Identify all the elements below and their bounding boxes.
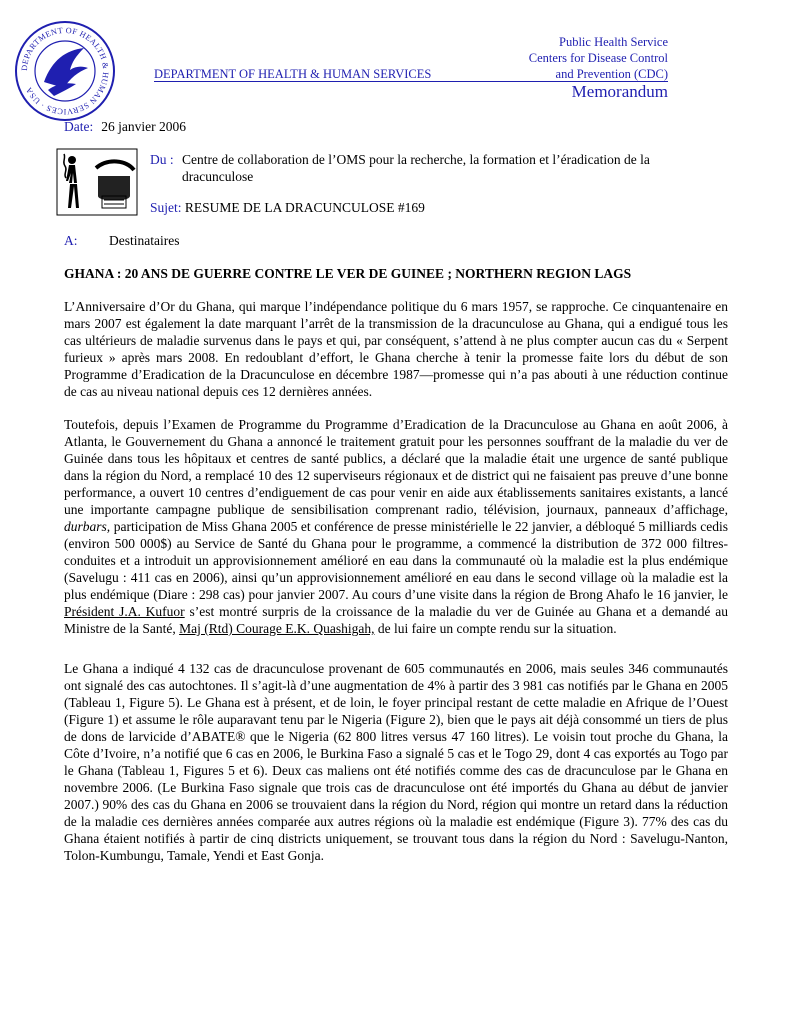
paragraph-text: participation de Miss Ghana 2005 et conférence de presse ministérielle le 22 janvier, a débloqué 5 milliards cedis (environ 500 000$) au Service de Santé du Ghana pour le programme, a commencé la distribution de 372 000 filtres-conduites et a introduit un approvisionnement amélioré en eau dans la communauté où la maladie est la plus endémique (Savelugu : 411 cas en 2006), ainsi qu’un approvisionnement amélioré en eau dans le second village où la maladie est la plus endémique (Diare : 298 cas) pour janvier 2007. Au cours d’une visite dans la région de Brong Ahafo le 16 janvier, le	[64, 519, 729, 602]
department-name: DEPARTMENT OF HEALTH & HUMAN SERVICES	[154, 67, 432, 81]
date-label: Date:	[64, 119, 94, 134]
article-headline: GHANA : 20 ANS DE GUERRE CONTRE LE VER DE GUINEE ; NORTHERN REGION LAGS	[64, 266, 632, 281]
subject-value: RESUME DE LA DRACUNCULOSE #169	[184, 200, 425, 215]
hhs-seal-logo	[14, 20, 116, 122]
date-row	[64, 119, 186, 135]
from-value: Centre de collaboration de l’OMS pour la recherche, la formation et l’éradication de la dracunculose	[182, 152, 650, 184]
memo-title: Memorandum	[571, 82, 668, 101]
agency-line: Centers for Disease Control	[528, 51, 668, 65]
paragraph-text: s’est montré surpris de la croissance de la maladie du ver de Guinée au Ghana et a demandé au Ministre de la Santé,	[64, 604, 728, 636]
minister-name: Maj (Rtd) Courage E.K. Quashigah,	[179, 621, 375, 636]
agency-line: and Prevention (CDC)	[555, 67, 668, 81]
paragraph-anniversary: L’Anniversaire d’Or du Ghana, qui marque l’indépendance politique du 6 mars 1957, se rapproche. Ce cinquantenaire en mars 2007 est également la date marquant l’arrêt de la transmission de la dracunculose au Ghana, qui a endigué tous les cas ultérieurs de maladie survenus dans le pays et qui, par conséquent, s’attend à ne plus compter aucun cas du « Serpent furieux » après mars 2008. En redoublant d’effort, le Ghana cherche à tenir la promesse faite lors du début de son Programme d’Eradication de la Dracunculose en décembre 1987—promesse qui n’a pas abouti à une réduction continue de cas au niveau national depuis ces 12 dernières années.	[64, 299, 728, 399]
paragraph-case-statistics: Le Ghana a indiqué 4 132 cas de dracunculose provenant de 605 communautés en 2006, mais seules 346 communautés ont signalé des cas autochtones. Il s’agit-là d’une augmentation de 4% à partir des 3 981 cas notifiés par le Ghana en 2005 (Tableau 1, Figure 5). Le Ghana est à présent, et de loin, le foyer principal restant de cette maladie en Afrique de l’Ouest (Figure 1) et assume le rôle auparavant tenu par le Nigeria (Figure 2), bien que le pays ait déjà consommé un tiers de plus de dons de larvicide d’ABATE® que le Nigeria (62 800 litres versus 47 160 litres). Le voisin tout proche du Ghana, la Côte d’Ivoire, n’a notifié que 6 cas en 2006, le Burkina Faso a signalé 5 cas et le Togo 29, dont 4 cas exportés au Togo par le Ghana (Tableau 1, Figures 5 et 6). Deux cas maliens ont été notifiés comme des cas de dracunculose par le Ghana en novembre 2006. (Le Burkina Faso signale que trois cas de dracunculose ont été importés du Ghana au début de janvier 2007.) 90% des cas du Ghana en 2006 se trouvaient dans la région du Nord, région qui montre un retard dans la réduction de la maladie ces dernières années comparée aux autres régions où la maladie est endémique (Figure 3). 77% des cas du Ghana étaient notifiés à partir de cinq districts uniquement, se trouvant tous dans la région du Nord : Savelugu-Nanton, Tolon-Kumbungu, Tamale, Yendi et East Gonja.	[64, 661, 728, 863]
date-value: 26 janvier 2006	[101, 119, 186, 134]
paragraph-text: de lui faire un compte rendu sur la situation.	[377, 621, 617, 636]
president-name: Président J.A. Kufuor	[64, 604, 185, 619]
agency-block	[529, 34, 668, 82]
to-label: A:	[64, 233, 78, 248]
agency-line: Public Health Service	[559, 35, 668, 49]
paragraph-government-response	[64, 416, 728, 637]
eagle-icon	[44, 48, 88, 96]
from-row	[150, 151, 690, 185]
from-label: Du :	[150, 152, 174, 167]
subject-label: Sujet:	[150, 200, 182, 215]
subject-row	[150, 200, 425, 216]
durbars-term: durbars,	[64, 519, 111, 534]
guinea-worm-program-logo	[56, 148, 138, 216]
seal-text: DEPARTMENT OF HEALTH & HUMAN SERVICES · USA	[19, 25, 111, 117]
to-value: Destinataires	[109, 233, 180, 248]
to-row	[64, 233, 180, 249]
paragraph-text: Toutefois, depuis l’Examen de Programme du Programme d’Eradication de la Dracunculose au Ghana en août 2006, à Atlanta, le Gouvernement du Ghana a annoncé le traitement gratuit pour les personnes souffrant de la maladie du ver de Guinée dans tous les hôpitaux et centres de santé publics, a déclaré que la maladie était une urgence de santé publique dans la région du Nord, a remplacé 10 des 12 superviseurs régionaux et de district qui ne faisaient pas preuve d’une bonne performance, a ouvert 10 centres d’endiguement de cas pour venir en aide aux établissements sanitaires existants, a lancé une importante campagne publique de sensibilisation comprenant radio, télévision, journaux, panneaux d’affichage,	[64, 417, 728, 517]
